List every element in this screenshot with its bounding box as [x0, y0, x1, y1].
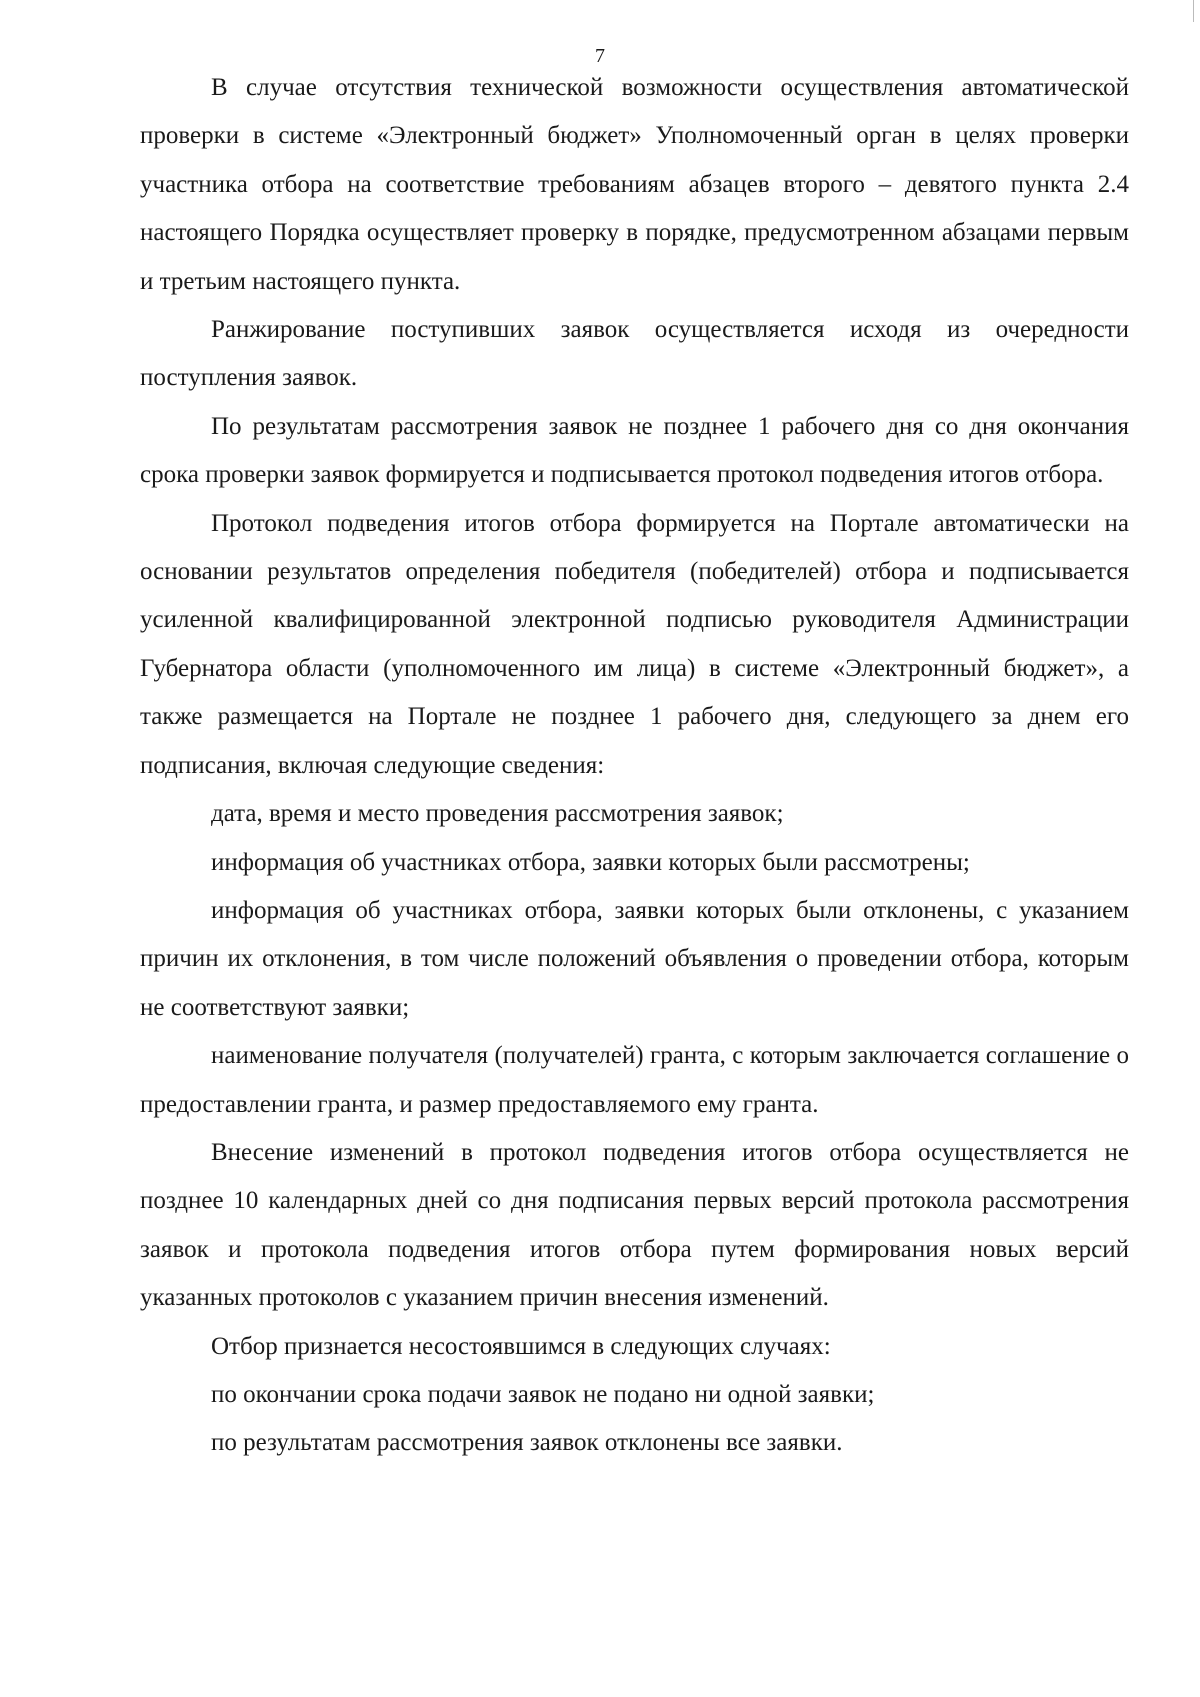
scan-edge-mark: [1193, 0, 1194, 22]
paragraph-results-protocol: По результатам рассмотрения заявок не позднее 1 рабочего дня со дня окончания срока проверки заявок формируется и подписывается протокол подведения итогов отбора.: [140, 412, 1129, 489]
paragraph-selection-failed: Отбор признается несостоявшимся в следующих случаях:: [211, 1332, 831, 1360]
list-item-grant-recipient: наименование получателя (получателей) гранта, с которым заключается соглашение о предоставлении гранта, и размер предоставляемого ему гранта.: [140, 1042, 1129, 1118]
paragraph-automatic-check: В случае отсутствия технической возможности осуществления автоматической проверки в системе «Электронный бюджет» Уполномоченный орган в целях проверки участника отбора на соответствие требованиям абзацев второго – девятого пункта 2.4 настоящего Порядка осуществляет проверку в порядке, предусмотренном абзацами первым и третьим настоящего пункта.: [140, 74, 1129, 295]
document-body: [140, 64, 1129, 1468]
paragraph-ranking: Ранжирование поступивших заявок осуществляется исходя из очередности поступления заявок.: [140, 316, 1129, 392]
list-item-rejected-participants: информация об участниках отбора, заявки которых были отклонены, с указанием причин их отклонения, в том числе положений объявления о проведении отбора, которым не соответствуют заявки;: [140, 896, 1129, 1021]
list-item-no-applications: по окончании срока подачи заявок не подано ни одной заявки;: [211, 1380, 875, 1408]
list-item-all-rejected: по результатам рассмотрения заявок отклонены все заявки.: [211, 1429, 843, 1457]
list-item-date-time-place: дата, время и место проведения рассмотрения заявок;: [211, 800, 784, 828]
paragraph-protocol-changes: Внесение изменений в протокол подведения итогов отбора осуществляется не позднее 10 календарных дней со дня подписания первых версий протокола рассмотрения заявок и протокола подведения итогов отбора путем формирования новых версий указанных протоколов с указанием причин внесения изменений.: [140, 1138, 1129, 1312]
paragraph-protocol-formation: Протокол подведения итогов отбора формируется на Портале автоматически на основании результатов определения победителя (победителей) отбора и подписывается усиленной квалифицированной электронной подписью руководителя Администрации Губернатора области (уполномоченного им лица) в системе «Электронный бюджет», а также размещается на Портале не позднее 1 рабочего дня, следующего за днем его подписания, включая следующие сведения:: [140, 509, 1129, 779]
page-number: 7: [595, 45, 605, 67]
list-item-considered-participants: информация об участниках отбора, заявки которых были рассмотрены;: [211, 848, 970, 876]
